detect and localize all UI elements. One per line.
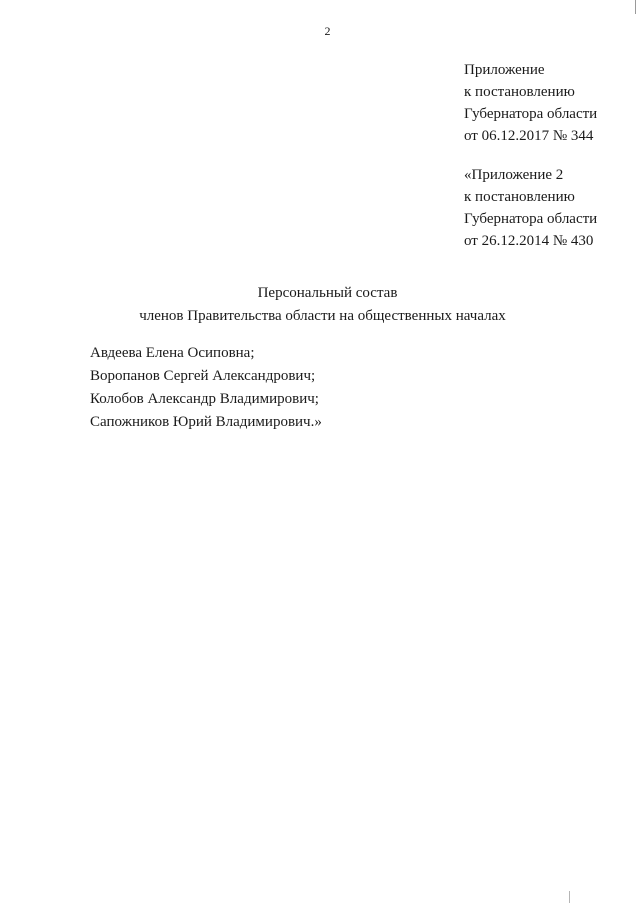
page-number: 2 <box>324 24 331 38</box>
appendix-current-line: Приложение <box>464 62 545 78</box>
scan-edge-mark <box>569 891 570 903</box>
list-item: Сапожников Юрий Владимирович.» <box>90 414 322 430</box>
members-list <box>90 342 322 434</box>
scan-edge-mark <box>635 0 636 14</box>
appendix-current-line: к постановлению <box>464 84 575 100</box>
list-item: Авдеева Елена Осиповна; <box>90 345 255 361</box>
appendix-previous-header <box>464 164 597 252</box>
appendix-previous-line: «Приложение 2 <box>464 167 564 183</box>
appendix-previous-line: от 26.12.2014 № 430 <box>464 233 594 249</box>
title-line-1: Персональный состав <box>257 285 398 301</box>
document-title <box>0 282 640 328</box>
title-line-2: членов Правительства области на общественных началах <box>139 308 506 324</box>
appendix-current-line: от 06.12.2017 № 344 <box>464 128 594 144</box>
appendix-previous-line: к постановлению <box>464 189 575 205</box>
appendix-previous-line: Губернатора области <box>464 211 598 227</box>
list-item: Воропанов Сергей Александрович; <box>90 368 316 384</box>
appendix-current-line: Губернатора области <box>464 106 598 122</box>
appendix-current-header <box>464 59 597 147</box>
list-item: Колобов Александр Владимирович; <box>90 391 319 407</box>
